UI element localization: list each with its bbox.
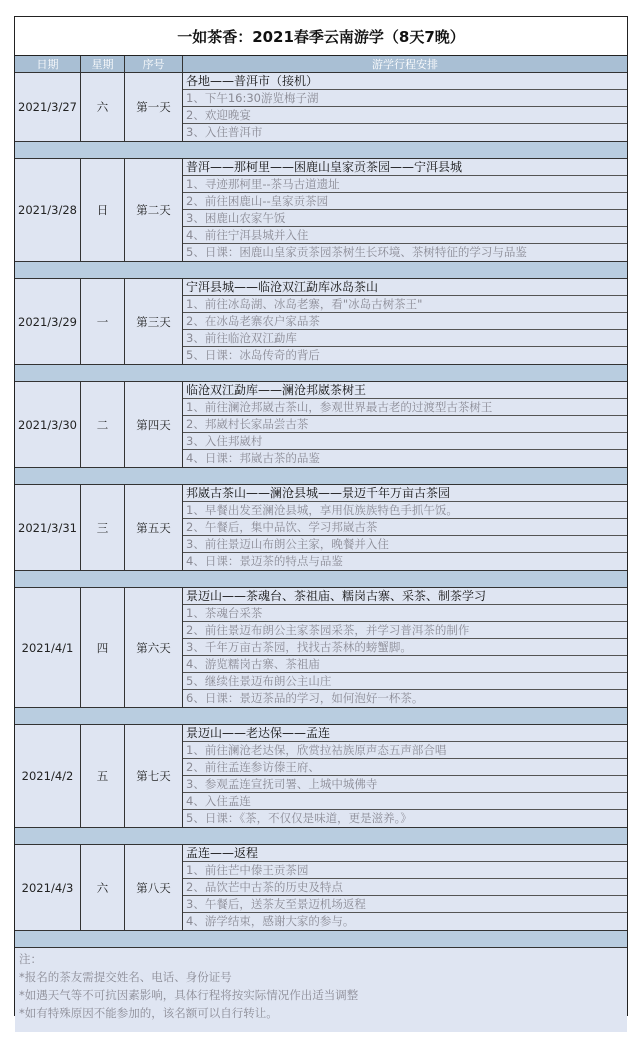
day-weekday: 五 [81, 725, 125, 827]
day-plan [183, 845, 627, 930]
day-route: 景迈山——茶魂台、茶祖庙、糯岗古寨、采茶、制茶学习 [183, 588, 627, 605]
day-route: 普洱——那柯里——困鹿山皇家贡茶园——宁洱县城 [183, 159, 627, 176]
plan-item: 4、前往宁洱县城并入住 [183, 227, 627, 244]
day-plan [183, 159, 627, 261]
plan-item: 5、日课：《茶，不仅仅是味道，更是滋养。》 [186, 811, 412, 825]
notes-section [15, 948, 627, 1032]
day-date: 2021/4/3 [15, 845, 81, 930]
day-date: 2021/4/2 [15, 725, 81, 827]
plan-item: 1、茶魂台采茶 [183, 605, 627, 622]
plan-item: 1、前往芒中傣王贡茶园 [183, 862, 627, 879]
header-plan: 游学行程安排 [372, 58, 438, 71]
plan-item: 3、千年万亩古茶园，找找古茶林的螃蟹脚。 [183, 639, 627, 656]
plan-item: 2、前往景迈布朗公主家茶园采茶，并学习普洱茶的制作 [183, 622, 627, 639]
day-row [15, 73, 627, 142]
day-weekday: 三 [81, 485, 125, 570]
plan-item: 2、前往困鹿山--皇家贡茶园 [183, 193, 627, 210]
plan-item: 4、日课：景迈茶的特点与品鉴 [186, 554, 343, 568]
plan-item: 1、前往澜沧邦崴古茶山，参观世界最古老的过渡型古茶树王 [183, 399, 627, 416]
row-separator [15, 708, 627, 725]
plan-item: 5、日课：困鹿山皇家贡茶园茶树生长环境、茶树特征的学习与品鉴 [186, 245, 527, 259]
day-weekday: 二 [81, 382, 125, 467]
days-container [15, 73, 627, 948]
day-date: 2021/3/29 [15, 279, 81, 364]
plan-item: 4、游览糯岗古寨、茶祖庙 [183, 656, 627, 673]
day-seq: 第二天 [125, 159, 183, 261]
plan-item: 4、游学结束，感谢大家的参与。 [186, 914, 355, 928]
day-row [15, 588, 627, 708]
header-seq: 序号 [125, 56, 183, 72]
row-separator [15, 142, 627, 159]
day-weekday: 日 [81, 159, 125, 261]
plan-item: 2、邦崴村长家品尝古茶 [183, 416, 627, 433]
plan-item: 4、入住孟连 [183, 793, 627, 810]
row-separator [15, 828, 627, 845]
day-row [15, 725, 627, 828]
day-row [15, 279, 627, 365]
day-date: 2021/4/1 [15, 588, 81, 707]
day-seq: 第五天 [125, 485, 183, 570]
plan-item: 3、入住邦崴村 [183, 433, 627, 450]
plan-item: 3、午餐后，送茶友至景迈机场返程 [183, 896, 627, 913]
day-route: 景迈山——老达保——孟连 [183, 725, 627, 742]
table-header [15, 56, 627, 73]
day-plan [183, 588, 627, 707]
day-route: 孟连——返程 [183, 845, 627, 862]
note-line: *报名的茶友需提交姓名、电话、身份证号 [19, 970, 232, 984]
notes-label: 注： [19, 952, 42, 966]
note-line: *如遇天气等不可抗因素影响，具体行程将按实际情况作出适当调整 [19, 988, 359, 1002]
plan-item: 4、日课：邦崴古茶的品鉴 [186, 451, 320, 465]
plan-item: 1、早餐出发至澜沧县城，享用佤族族特色手抓午饭。 [183, 502, 627, 519]
day-route: 宁洱县城——临沧双江勐库冰岛茶山 [183, 279, 627, 296]
day-row [15, 845, 627, 931]
day-plan [183, 485, 627, 570]
day-date: 2021/3/30 [15, 382, 81, 467]
day-seq: 第七天 [125, 725, 183, 827]
row-separator [15, 468, 627, 485]
plan-item: 2、前往孟连参访傣王府、 [183, 759, 627, 776]
plan-item: 5、继续住景迈布朗公主山庄 [183, 673, 627, 690]
day-date: 2021/3/31 [15, 485, 81, 570]
day-seq: 第八天 [125, 845, 183, 930]
plan-item: 1、前往澜沧老达保，欣赏拉祜族原声态五声部合唱 [183, 742, 627, 759]
header-date: 日期 [15, 56, 81, 72]
day-seq: 第三天 [125, 279, 183, 364]
day-weekday: 六 [81, 845, 125, 930]
plan-item: 3、前往景迈山布朗公主家，晚餐并入住 [183, 536, 627, 553]
plan-item: 2、在冰岛老寨农户家品茶 [183, 313, 627, 330]
plan-item: 1、寻迹那柯里--茶马古道遗址 [183, 176, 627, 193]
row-separator [15, 365, 627, 382]
day-plan [183, 382, 627, 467]
day-date: 2021/3/27 [15, 73, 81, 141]
row-separator [15, 931, 627, 948]
plan-item: 3、困鹿山农家午饭 [183, 210, 627, 227]
note-line: *如有特殊原因不能参加的，该名额可以自行转让。 [19, 1006, 278, 1020]
day-row [15, 159, 627, 262]
day-row [15, 382, 627, 468]
day-route: 邦崴古茶山——澜沧县城——景迈千年万亩古茶园 [183, 485, 627, 502]
plan-item: 3、前往临沧双江勐库 [183, 330, 627, 347]
day-row [15, 485, 627, 571]
plan-item: 5、日课：冰岛传奇的背后 [186, 348, 320, 362]
day-plan [183, 73, 627, 141]
day-seq: 第一天 [125, 73, 183, 141]
day-date: 2021/3/28 [15, 159, 81, 261]
itinerary-sheet [14, 16, 628, 1020]
day-plan [183, 279, 627, 364]
plan-item: 1、前往冰岛湖、冰岛老寨，看"冰岛古树茶王" [183, 296, 627, 313]
plan-item: 3、参观孟连宣抚司署、上城中城佛寺 [183, 776, 627, 793]
day-route: 临沧双江勐库——澜沧邦崴茶树王 [183, 382, 627, 399]
plan-item: 1、下午16:30游览梅子湖 [183, 90, 627, 107]
plan-item: 6、日课：景迈茶品的学习，如何泡好一杯茶。 [186, 691, 424, 705]
page-title: 一如茶香：2021春季云南游学（8天7晚） [15, 17, 627, 56]
plan-item: 3、入住普洱市 [186, 125, 263, 139]
row-separator [15, 262, 627, 279]
header-weekday: 星期 [81, 56, 125, 72]
day-route: 各地——普洱市（接机） [183, 73, 627, 90]
day-plan [183, 725, 627, 827]
day-seq: 第六天 [125, 588, 183, 707]
day-seq: 第四天 [125, 382, 183, 467]
day-weekday: 四 [81, 588, 125, 707]
row-separator [15, 571, 627, 588]
plan-item: 2、品饮芒中古茶的历史及特点 [183, 879, 627, 896]
day-weekday: 六 [81, 73, 125, 141]
plan-item: 2、欢迎晚宴 [183, 107, 627, 124]
day-weekday: 一 [81, 279, 125, 364]
plan-item: 2、午餐后，集中品饮、学习邦崴古茶 [183, 519, 627, 536]
